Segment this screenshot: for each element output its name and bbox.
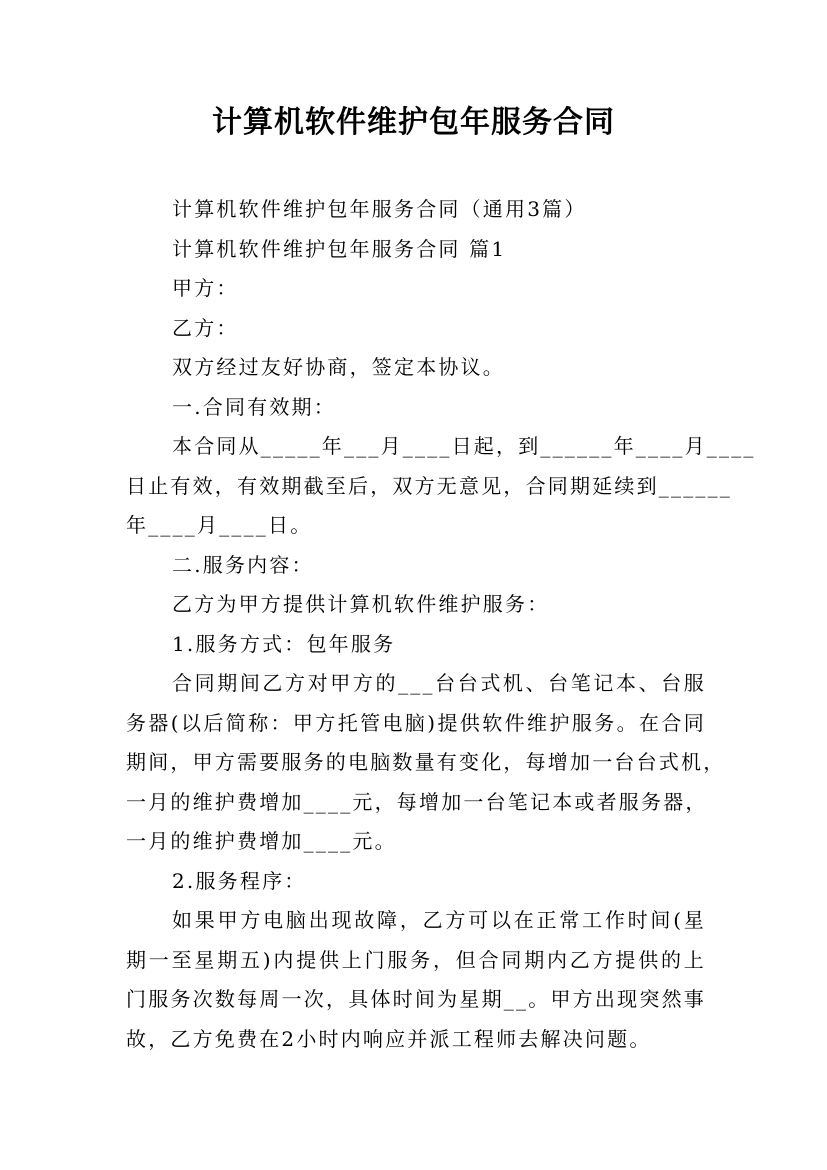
paragraph-line: 期间，甲方需要服务的电脑数量有变化，每增加一台台式机， — [126, 750, 726, 774]
document-title: 计算机软件维护包年服务合同 — [212, 105, 615, 140]
party-b-line: 乙方： — [172, 315, 239, 340]
contract-heading: 计算机软件维护包年服务合同（通用3篇） — [172, 197, 587, 221]
paragraph-line: 一月的维护费增加____元，每增加一台笔记本或者服务器， — [126, 789, 708, 814]
paragraph-line: 一月的维护费增加____元。 — [126, 829, 397, 853]
paragraph-line: 乙方为甲方提供计算机软件维护服务： — [172, 592, 550, 616]
paragraph-line: 门服务次数每周一次，具体时间为星期__。甲方出现突然事 — [126, 987, 706, 1011]
paragraph-line: 合同期间乙方对甲方的___台台式机、台笔记本、台服 — [172, 671, 706, 695]
paragraph-line: 日止有效，有效期截至后，双方无意见，合同期延续到______ — [126, 473, 732, 498]
clause-2-heading: 二.服务内容： — [172, 552, 314, 577]
paragraph-line: 期一至星期五)内提供上门服务，但合同期内乙方提供的上 — [126, 947, 706, 972]
document-body — [126, 190, 756, 1059]
subclause-heading: 2.服务程序： — [172, 868, 307, 893]
paragraph-line: 务器(以后简称：甲方托管电脑)提供软件维护服务。在合同 — [126, 710, 706, 735]
paragraph-line: 本合同从_____年___月____日起，到______年____月____ — [172, 434, 756, 458]
subclause-heading: 1.服务方式：包年服务 — [172, 631, 396, 656]
party-a-line: 甲方： — [172, 276, 239, 300]
clause-1-heading: 一.合同有效期： — [172, 394, 336, 419]
section-heading: 计算机软件维护包年服务合同 篇1 — [172, 236, 507, 261]
paragraph-line: 年____月____日。 — [126, 513, 313, 537]
paragraph-line: 如果甲方电脑出现故障，乙方可以在正常工作时间(星 — [172, 908, 706, 932]
paragraph-line: 故，乙方免费在2小时内响应并派工程师去解决问题。 — [126, 1026, 652, 1051]
agreement-line: 双方经过友好协商，签定本协议。 — [172, 355, 505, 379]
